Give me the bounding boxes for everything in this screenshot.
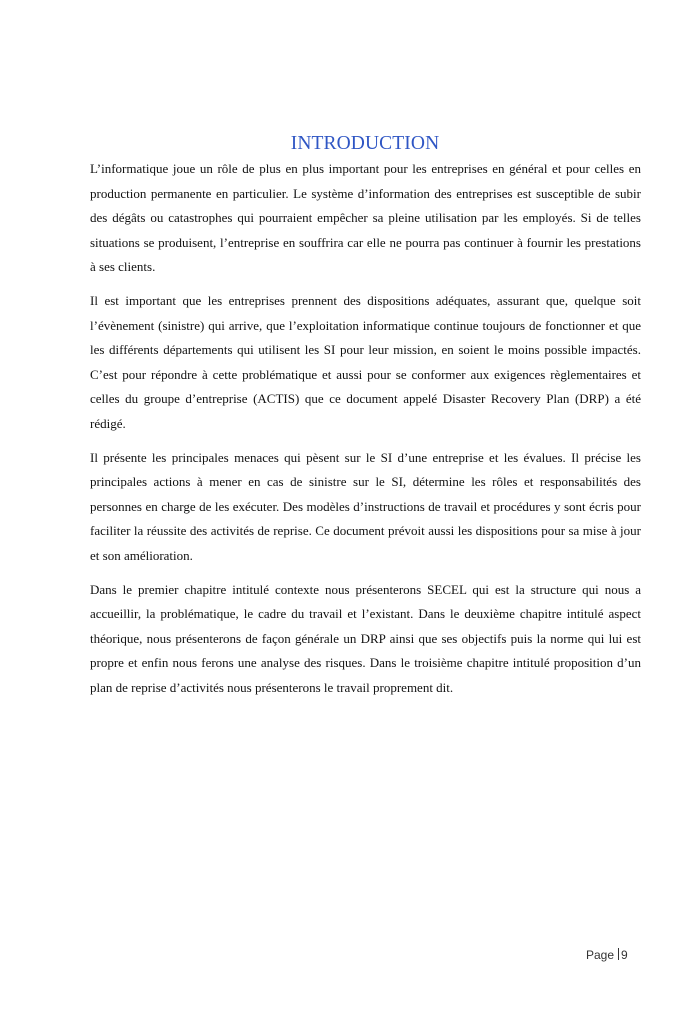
document-body (90, 157, 641, 709)
paragraph-2: Il est important que les entreprises prennent des dispositions adéquates, assurant que, quelque soit l’évènement (sinistre) qui arrive, que l’exploitation informatique continue toujours de fonctionner et que les différents départements qui utilisent les SI pour leur mission, en soient le moins possible impactés. C’est pour répondre à cette problématique et aussi pour se conformer aux exigences règlementaires et celles du groupe d’entreprise (ACTIS) que ce document appelé Disaster Recovery Plan (DRP) a été rédigé. (90, 292, 641, 431)
page-label: Page (586, 948, 615, 962)
page-separator (618, 948, 619, 960)
page-number: 9 (621, 948, 628, 962)
paragraph-3: Il présente les principales menaces qui pèsent sur le SI d’une entreprise et les évalues. Il précise les principales actions à mener en cas de sinistre sur le SI, détermine les rôles et responsabilités des personnes en charge de les exécuter. Des modèles d’instructions de travail et procédures y sont écris pour faciliter la réussite des activités de reprise. Ce document prévoit aussi les dispositions pour sa mise à jour et son amélioration. (90, 449, 641, 563)
page-title: INTRODUCTION (290, 133, 440, 154)
paragraph-4: Dans le premier chapitre intitulé contexte nous présenterons SECEL qui est la structure qui nous a accueillir, la problématique, le cadre du travail et l’existant. Dans le deuxième chapitre intitulé aspect théorique, nous présenterons de façon générale un DRP ainsi que ses objectifs puis la norme qui lui est propre et enfin nous ferons une analyse des risques. Dans le troisième chapitre intitulé proposition d’un plan de reprise d’activités nous présenterons le travail proprement dit. (90, 581, 641, 695)
page-footer (586, 948, 628, 962)
paragraph-1: L’informatique joue un rôle de plus en plus important pour les entreprises en général et pour celles en production permanente en particulier. Le système d’information des entreprises est susceptible de subir des dégâts ou catastrophes qui pourraient empêcher sa pleine utilisation par les employés. Si de telles situations se produisent, l’entreprise en souffrira car elle ne pourra pas continuer à fournir les prestations à ses clients. (90, 161, 641, 275)
